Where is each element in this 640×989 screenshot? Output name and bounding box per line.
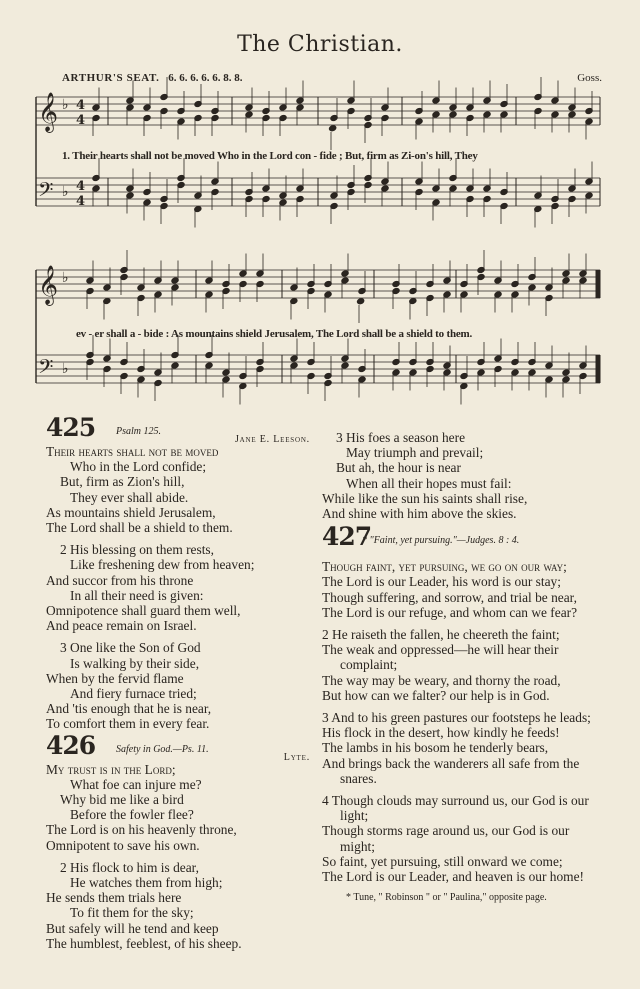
time-signature: 4 bbox=[76, 98, 86, 113]
time-signature: 4 bbox=[76, 179, 86, 194]
flat-icon: ♭ bbox=[62, 184, 69, 200]
verse-line: Though suffering, and sorrow, and trial be near, bbox=[322, 589, 577, 605]
time-signature: 4 bbox=[76, 113, 86, 128]
verse-line: But how can we falter? our help is in God. bbox=[322, 687, 550, 703]
verse-line: Omnipotent to save his own. bbox=[46, 837, 200, 853]
verse-line: As mountains shield Jerusalem, bbox=[46, 504, 216, 520]
verse-line: When all their hopes must fail: bbox=[346, 475, 512, 491]
flat-icon: ♭ bbox=[62, 270, 69, 286]
verse-line: Like freshening dew from heaven; bbox=[70, 557, 255, 573]
music-lyric-line-1: 1. Their hearts shall not be moved Who in the Lord con - fide ; But, firm as Zi-on's hill, They bbox=[62, 150, 478, 162]
bass-clef-icon: 𝄢 bbox=[38, 178, 54, 206]
treble-clef-icon: 𝄞 bbox=[38, 92, 59, 132]
verse-line: Their hearts shall not be moved bbox=[46, 444, 219, 459]
verse-line: When by the fervid flame bbox=[46, 670, 184, 686]
verse-line: And shine with him above the skies. bbox=[322, 506, 517, 522]
hymn-number: 427 bbox=[322, 522, 372, 552]
verse-line: But, firm as Zion's hill, bbox=[60, 474, 185, 490]
verse-line: Though faint, yet pursuing, we go on our way; bbox=[322, 559, 567, 575]
verse-line: The weak and oppressed—he will hear their complaint; bbox=[322, 642, 559, 673]
verse-line: Why bid me like a bird bbox=[60, 792, 184, 808]
hymn-426-header bbox=[46, 730, 310, 764]
verse-line: Though storms rage around us, our God is our might; bbox=[322, 823, 570, 854]
verse-line: The Lord is on his heavenly throne, bbox=[46, 822, 237, 838]
verse-line: He sends them trials here bbox=[46, 890, 182, 906]
left-column bbox=[46, 413, 310, 951]
hymn-reference: Safety in God.—Ps. 11. bbox=[116, 743, 209, 755]
final-bar bbox=[596, 355, 600, 383]
verse-line: To comfort them in every fear. bbox=[46, 716, 210, 732]
verse-line: 2 His flock to him is dear, bbox=[60, 859, 199, 875]
tune-meter: 6. 6. 6. 6. 6. 8. 8. bbox=[168, 72, 243, 84]
verse-line: The way may be weary, and thorny the road, bbox=[322, 672, 561, 688]
verse-line: Is walking by their side, bbox=[70, 655, 200, 671]
music-score bbox=[0, 0, 640, 420]
hymn-author: Lyte. bbox=[283, 751, 310, 763]
verse-line: And fiery furnace tried; bbox=[70, 686, 197, 702]
verse-line: While like the sun his saints shall rise, bbox=[322, 490, 528, 506]
verse-line: Who in the Lord confide; bbox=[70, 459, 207, 475]
verse-line: 3 And to his green pastures our footsteps he leads; bbox=[322, 710, 591, 726]
verse-line: 2 He raiseth the fallen, he cheereth the faint; bbox=[322, 627, 560, 643]
hymn-author: Jane E. Leeson. bbox=[234, 434, 310, 445]
verse-line: My trust is in the Lord; bbox=[46, 761, 176, 777]
verse-line: And 'tis enough that he is near, bbox=[46, 701, 212, 717]
hymn-427-header bbox=[322, 522, 604, 555]
hymn-reference: Psalm 125. bbox=[116, 426, 161, 437]
flat-icon: ♭ bbox=[62, 97, 69, 113]
verse-line: They ever shall abide. bbox=[70, 489, 189, 505]
verse-line: The Lord is our Leader, and heaven is our home! bbox=[322, 869, 584, 885]
hymn-number: 426 bbox=[46, 730, 96, 760]
hymn-reference: * "Faint, yet pursuing."—Judges. 8 : 4. bbox=[362, 535, 520, 547]
verse-line: 3 His foes a season here bbox=[336, 430, 466, 445]
verse-line: Before the fowler flee? bbox=[70, 807, 194, 823]
verse-line: To fit them for the sky; bbox=[70, 905, 194, 921]
flat-icon: ♭ bbox=[62, 361, 69, 377]
verse-line: And brings back the wanderers all safe from the snares. bbox=[322, 755, 580, 786]
hymn-number: 425 bbox=[46, 413, 96, 442]
hymn-425-header bbox=[46, 413, 310, 446]
note-head bbox=[329, 125, 337, 132]
verse-line: 3 One like the Son of God bbox=[60, 640, 201, 656]
verse-line: The Lord is our refuge, and whom can we fear? bbox=[322, 604, 578, 620]
time-signature: 4 bbox=[76, 194, 86, 209]
verse-line: And succor from his throne bbox=[46, 572, 194, 588]
note-head bbox=[357, 298, 365, 305]
page-title: The Christian. bbox=[237, 32, 403, 57]
verse-line: Omnipotence shall guard them well, bbox=[46, 603, 241, 619]
verse-line: The lambs in his bosom he tenderly bears, bbox=[322, 740, 549, 756]
right-column bbox=[322, 430, 604, 905]
verse-line: He watches them from high; bbox=[70, 875, 223, 891]
tune-name: ARTHUR'S SEAT. bbox=[62, 72, 160, 84]
bass-clef-icon: 𝄢 bbox=[38, 355, 54, 383]
verse-line: May triumph and prevail; bbox=[346, 445, 484, 461]
tune-composer: Goss. bbox=[577, 72, 602, 84]
treble-clef-icon: 𝄞 bbox=[38, 265, 59, 305]
verse-line: His flock in the desert, how kindly he feeds! bbox=[322, 725, 560, 741]
verse-line: 4 Though clouds may surround us, our God is our light; bbox=[322, 793, 589, 824]
verse-line: So faint, yet pursuing, still onward we come; bbox=[322, 853, 563, 869]
music-lyric-line-2: ev - er shall a - bide : As mountains shield Jerusalem, The Lord shall be a shield to them. bbox=[76, 328, 473, 340]
verse-line: And peace remain on Israel. bbox=[46, 618, 197, 634]
verse-line: The Lord shall be a shield to them. bbox=[46, 520, 233, 536]
verse-line: But safely will he tend and keep bbox=[46, 920, 219, 936]
final-bar bbox=[596, 270, 600, 298]
verse-line: But ah, the hour is near bbox=[336, 460, 461, 476]
verse-line: What foe can injure me? bbox=[70, 776, 202, 792]
footnote: * Tune, " Robinson " or " Paulina," opposite page. bbox=[346, 892, 547, 904]
verse-line: In all their need is given: bbox=[70, 587, 204, 603]
verse-line: The Lord is our Leader, his word is our stay; bbox=[322, 574, 561, 590]
verse-line: 2 His blessing on them rests, bbox=[60, 542, 214, 558]
verse-line: The humblest, feeblest, of his sheep. bbox=[46, 935, 242, 951]
